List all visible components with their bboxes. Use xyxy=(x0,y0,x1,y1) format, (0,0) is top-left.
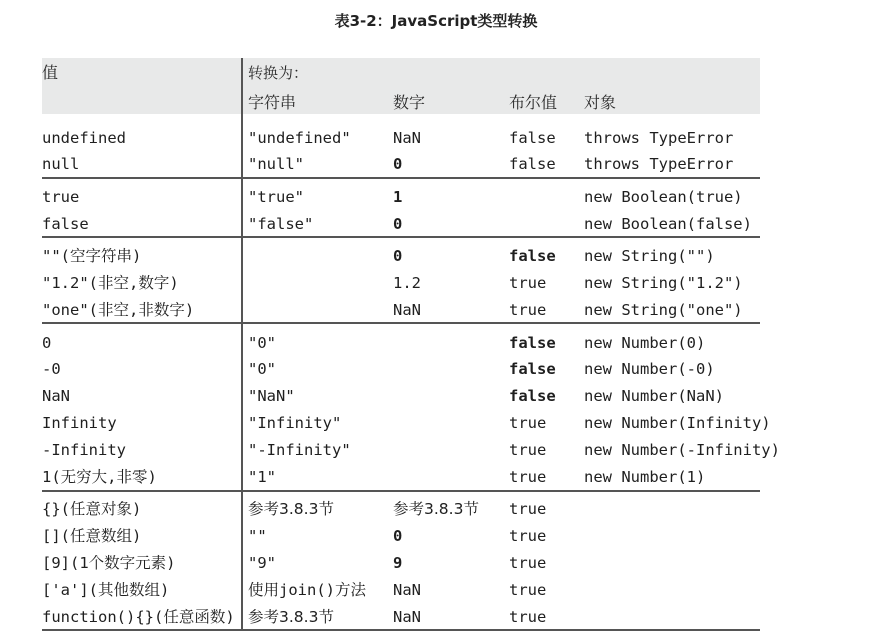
cell-number: NaN xyxy=(393,129,421,147)
column-divider xyxy=(241,58,243,631)
cell-number: 0 xyxy=(393,215,403,233)
cell-number: NaN xyxy=(393,581,421,599)
cell-object: new Boolean(false) xyxy=(584,215,752,233)
cell-value: null xyxy=(42,155,80,173)
cell-string: 使用join()方法 xyxy=(248,581,366,599)
cell-object: new String("one") xyxy=(584,301,743,319)
cell-string: "undefined" xyxy=(248,129,351,147)
cell-object: new Boolean(true) xyxy=(584,188,743,206)
cell-string: "" xyxy=(248,527,267,545)
cell-boolean: true xyxy=(509,468,547,486)
cell-boolean: true xyxy=(509,414,547,432)
cell-value: function(){}(任意函数) xyxy=(42,608,235,626)
group-divider xyxy=(42,322,760,324)
cell-boolean: true xyxy=(509,500,547,518)
cell-value: -0 xyxy=(42,360,61,378)
cell-boolean: true xyxy=(509,274,547,292)
table-bottom-border xyxy=(42,629,760,631)
cell-string: 参考3.8.3节 xyxy=(248,500,334,518)
cell-string: "Infinity" xyxy=(248,414,342,432)
cell-value: undefined xyxy=(42,129,126,147)
cell-value: Infinity xyxy=(42,414,117,432)
cell-number: NaN xyxy=(393,608,421,626)
cell-value: "1.2"(非空,数字) xyxy=(42,274,179,292)
cell-boolean: false xyxy=(509,247,556,265)
header-string: 字符串 xyxy=(248,93,297,112)
cell-boolean: false xyxy=(509,360,556,378)
cell-value: 1(无穷大,非零) xyxy=(42,468,157,486)
header-convert-to: 转换为： xyxy=(248,64,309,82)
cell-value: -Infinity xyxy=(42,441,126,459)
cell-number: 9 xyxy=(393,554,403,572)
cell-value: false xyxy=(42,215,89,233)
cell-string: "-Infinity" xyxy=(248,441,351,459)
cell-object: new String("") xyxy=(584,247,715,265)
cell-object: new Number(0) xyxy=(584,334,706,352)
cell-object: new Number(NaN) xyxy=(584,387,724,405)
cell-number: 参考3.8.3节 xyxy=(393,500,479,518)
header-object: 对象 xyxy=(584,93,617,112)
cell-value: [](任意数组) xyxy=(42,527,142,545)
cell-boolean: true xyxy=(509,527,547,545)
cell-object: new Number(-0) xyxy=(584,360,715,378)
cell-object: new String("1.2") xyxy=(584,274,743,292)
cell-object: new Number(-Infinity) xyxy=(584,441,780,459)
cell-string: "1" xyxy=(248,468,276,486)
cell-boolean: true xyxy=(509,554,547,572)
cell-object: throws TypeError xyxy=(584,129,734,147)
cell-object: new Number(1) xyxy=(584,468,706,486)
cell-string: "true" xyxy=(248,188,304,206)
cell-string: "0" xyxy=(248,334,276,352)
cell-value: "one"(非空,非数字) xyxy=(42,301,195,319)
cell-boolean: true xyxy=(509,301,547,319)
cell-number: 0 xyxy=(393,527,403,545)
cell-value: NaN xyxy=(42,387,70,405)
cell-object: new Number(Infinity) xyxy=(584,414,771,432)
group-divider xyxy=(42,236,760,238)
cell-string: "NaN" xyxy=(248,387,295,405)
cell-string: "9" xyxy=(248,554,276,572)
cell-boolean: false xyxy=(509,387,556,405)
cell-number: 1.2 xyxy=(393,274,421,292)
group-divider xyxy=(42,177,760,179)
cell-value: ['a'](其他数组) xyxy=(42,581,170,599)
cell-value: [9](1个数字元素) xyxy=(42,554,176,572)
header-value: 值 xyxy=(42,63,59,82)
cell-boolean: true xyxy=(509,608,547,626)
table-title: 表3-2：JavaScript类型转换 xyxy=(334,12,538,30)
cell-number: 0 xyxy=(393,155,403,173)
cell-number: NaN xyxy=(393,301,421,319)
header-number: 数字 xyxy=(393,93,426,112)
header-boolean: 布尔值 xyxy=(509,93,558,112)
cell-value: 0 xyxy=(42,334,52,352)
cell-number: 1 xyxy=(393,188,403,206)
cell-string: "false" xyxy=(248,215,314,233)
cell-boolean: false xyxy=(509,129,556,147)
cell-boolean: true xyxy=(509,441,547,459)
cell-boolean: true xyxy=(509,581,547,599)
cell-object: throws TypeError xyxy=(584,155,734,173)
cell-number: 0 xyxy=(393,247,403,265)
cell-value: {}(任意对象) xyxy=(42,500,142,518)
cell-boolean: false xyxy=(509,334,556,352)
cell-boolean: false xyxy=(509,155,556,173)
cell-string: "0" xyxy=(248,360,276,378)
group-divider xyxy=(42,490,760,492)
cell-string: "null" xyxy=(248,155,304,173)
cell-value: true xyxy=(42,188,80,206)
cell-string: 参考3.8.3节 xyxy=(248,608,334,626)
cell-value: ""(空字符串) xyxy=(42,247,142,265)
